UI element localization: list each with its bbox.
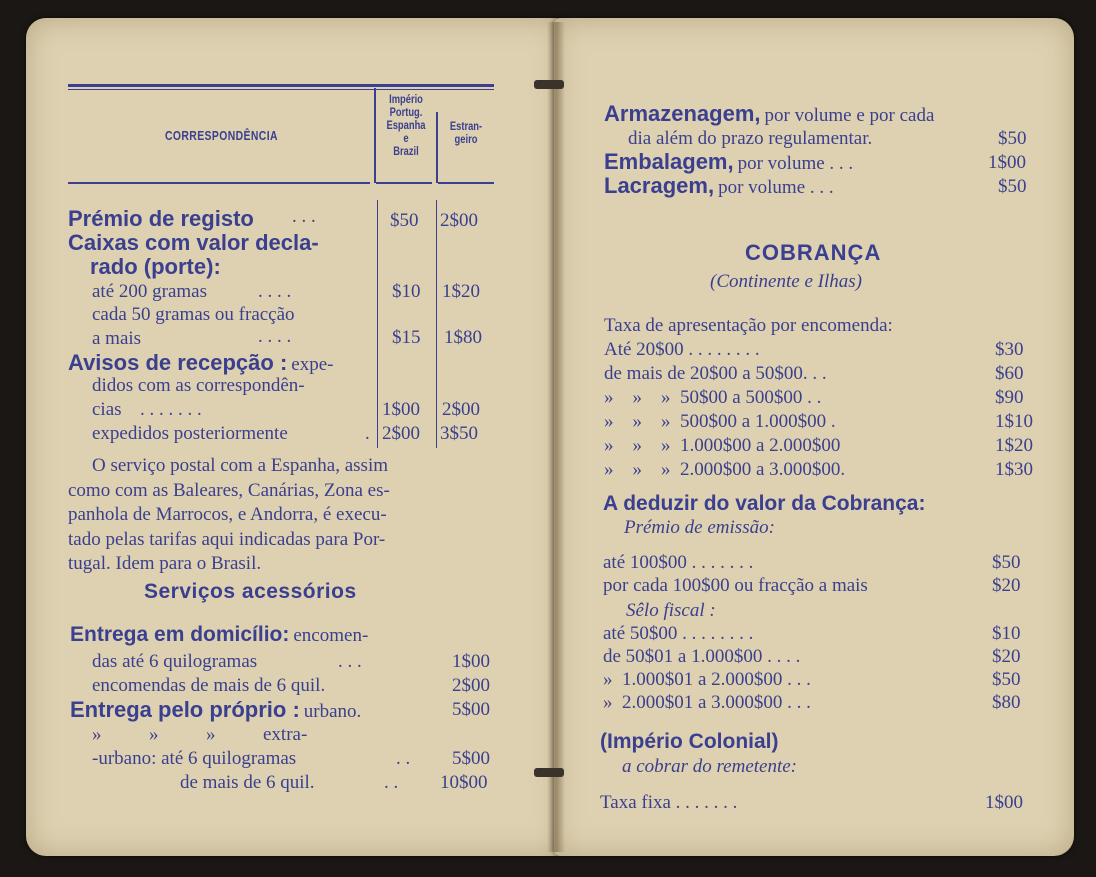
domicilio-row1-label: das até 6 quilogramas [92,651,258,672]
row-cada50-line1: cada 50 gramas ou fracção [92,304,295,325]
header-col2-line: geiro [454,132,478,146]
taxa-title: Taxa de apresentação por encomenda: [604,315,893,336]
taxa-row-value: 1$20 [995,435,1033,456]
domicilio-row2-label: encomendas de mais de 6 quil. [92,675,326,696]
row-cada50-dots: . . . . [258,326,292,347]
header-col1-line: Brazil [393,144,419,158]
extra-line3-dots: . . [384,772,399,793]
header-col1-line: Império [389,92,423,106]
selo-row-label: até 50$00 . . . . . . . . [603,623,754,644]
avisos-rest: expe- [291,354,334,375]
armazenagem-rest: por volume e por cada [764,105,935,126]
extra-line2-dots: . . [396,748,411,769]
cobranca-title: COBRANÇA [745,240,882,265]
armazenagem-bold: Armazenagem, [604,101,761,126]
row-cada50-value-domestic: $15 [392,327,421,348]
taxa-fixa-value: 1$00 [985,792,1023,813]
entrega-proprio-rest: urbano. [303,701,362,722]
row-cias-value-foreign: 2$00 [442,399,480,420]
premio-row-value: $50 [992,552,1021,573]
selo-row-value: $20 [992,646,1021,667]
table-col-divider-1 [377,200,378,448]
taxa-fixa-label: Taxa fixa . . . . . . . [600,792,738,813]
header-top-rule [68,84,494,87]
taxa-row-label: » » » 1.000$00 a 2.000$00 [604,435,841,456]
row-cada50-label: a mais [92,328,142,349]
row-avisos-line2: didos com as correspondên- [92,375,305,396]
paragraph-line: panhola de Marrocos, e Andorra, é execu- [68,504,387,525]
row-cias-value-domestic: 1$00 [382,399,420,420]
header-correspondence: CORRESPONDÊNCIA [165,128,278,143]
premio-row-label: por cada 100$00 ou fracção a mais [603,575,868,596]
header-col-divider-2 [436,112,438,183]
cobrar-remetente-label: a cobrar do remetente: [622,756,797,777]
paragraph-line: tado pelas tarifas aqui indicadas para Por- [68,529,386,550]
paragraph-line: como com as Baleares, Canárias, Zona es- [68,480,390,501]
avisos-bold-label: Avisos de recepção : [68,350,288,375]
row-ate200-value-foreign: 1$20 [442,281,480,302]
lacragem-rest: por volume . . . [718,177,834,198]
row-cias-dots: . . . . . . . [140,399,202,420]
row-premio-value-domestic: $50 [390,210,419,231]
premio-emissao-label: Prémio de emissão: [624,517,775,538]
bottom-staple [534,768,564,777]
taxa-row-value: 1$10 [995,411,1033,432]
taxa-row-value: $30 [995,339,1024,360]
embalagem-bold: Embalagem, [604,149,734,174]
extra-line1: » » » extra- [92,724,308,745]
table-col-divider-2 [436,200,437,448]
entrega-proprio-value: 5$00 [452,699,490,720]
lacragem-bold: Lacragem, [604,173,715,198]
header-col1-line: e [403,131,409,145]
entrega-proprio-line [70,697,361,723]
taxa-row-label: Até 20$00 . . . . . . . . [604,339,760,360]
selo-row-label: de 50$01 a 1.000$00 . . . . [603,646,801,667]
taxa-row-label: » » » 2.000$00 a 3.000$00. [604,459,846,480]
row-expedidos-dots: . [365,423,370,444]
entrega-domicilio-line1 [70,623,368,647]
top-staple [534,80,564,89]
selo-row-label: » 2.000$01 a 3.000$00 . . . [603,692,811,713]
taxa-row-value: $60 [995,363,1024,384]
row-premio-dots: . . . [292,206,316,227]
row-premio-value-foreign: 2$00 [440,210,478,231]
header-col1-line: Portug. [389,105,423,119]
row-ate200-value-domestic: $10 [392,281,421,302]
selo-row-value: $50 [992,669,1021,690]
header-col-divider-1 [374,88,376,183]
cobranca-subtitle: (Continente e Ilhas) [710,271,862,292]
domicilio-row2-value: 2$00 [452,675,490,696]
paragraph-line: O serviço postal com a Espanha, assim [92,455,389,476]
header-col-foreign [439,120,492,146]
row-expedidos-label: expedidos posteriormente [92,423,288,444]
domicilio-row1-value: 1$00 [452,651,490,672]
row-expedidos-value-foreign: 3$50 [440,423,478,444]
row-premio-label: Prémio de registo [68,206,254,231]
imperio-colonial-title: (Império Colonial) [600,730,779,753]
header-top-rule-thin [68,89,494,90]
row-caixas-line2: rado (porte): [90,254,221,279]
selo-row-label: » 1.000$01 a 2.000$00 . . . [603,669,811,690]
header-bottom-rule-3 [438,182,494,184]
taxa-row-label: de mais de 20$00 a 50$00. . . [604,363,827,384]
row-cias-label: cias [92,399,122,420]
taxa-row-value: 1$30 [995,459,1033,480]
premio-row-value: $20 [992,575,1021,596]
row-ate200-label: até 200 gramas [92,281,208,302]
armazenagem-line2-label: dia além do prazo regulamentar. [628,128,873,149]
armazenagem-value: $50 [998,128,1027,149]
paragraph-line: tugal. Idem para o Brasil. [68,553,262,574]
row-expedidos-value-domestic: 2$00 [382,423,420,444]
book-spine [547,22,565,852]
extra-line2-label: -urbano: até 6 quilogramas [92,748,297,769]
entrega-domicilio-bold: Entrega em domicílio: [70,623,290,646]
header-bottom-rule-1 [68,182,370,184]
entrega-proprio-bold: Entrega pelo próprio : [70,697,300,722]
domicilio-row1-dots: . . . [338,651,362,672]
selo-fiscal-label: Sêlo fiscal : [626,600,716,621]
taxa-row-label: » » » 50$00 a 500$00 . . [604,387,822,408]
header-col2-line: Estran- [449,119,483,133]
embalagem-rest: por volume . . . [737,153,854,174]
embalagem-value: 1$00 [988,152,1026,173]
extra-line3-value: 10$00 [440,772,488,793]
extra-line3-label: de mais de 6 quil. [180,772,315,793]
lacragem-value: $50 [998,176,1027,197]
deduzir-title: A deduzir do valor da Cobrança: [603,492,926,515]
selo-row-value: $10 [992,623,1021,644]
header-col-domestic [378,93,434,158]
extra-line2-value: 5$00 [452,748,490,769]
row-ate200-dots: . . . . [258,281,292,302]
row-cada50-value-foreign: 1$80 [444,327,482,348]
row-avisos-line1 [68,350,333,376]
lacragem-line [604,173,834,199]
premio-row-label: até 100$00 . . . . . . . [603,552,754,573]
header-bottom-rule-2 [376,182,432,184]
taxa-row-value: $90 [995,387,1024,408]
armazenagem-line1 [604,101,934,127]
servicos-title: Serviços acessórios [144,580,357,603]
selo-row-value: $80 [992,692,1021,713]
embalagem-line [604,149,853,175]
taxa-row-label: » » » 500$00 a 1.000$00 . [604,411,836,432]
row-caixas-line1: Caixas com valor decla- [68,230,319,255]
header-col1-line: Espanha [386,118,426,132]
entrega-domicilio-rest: encomen- [293,625,369,646]
